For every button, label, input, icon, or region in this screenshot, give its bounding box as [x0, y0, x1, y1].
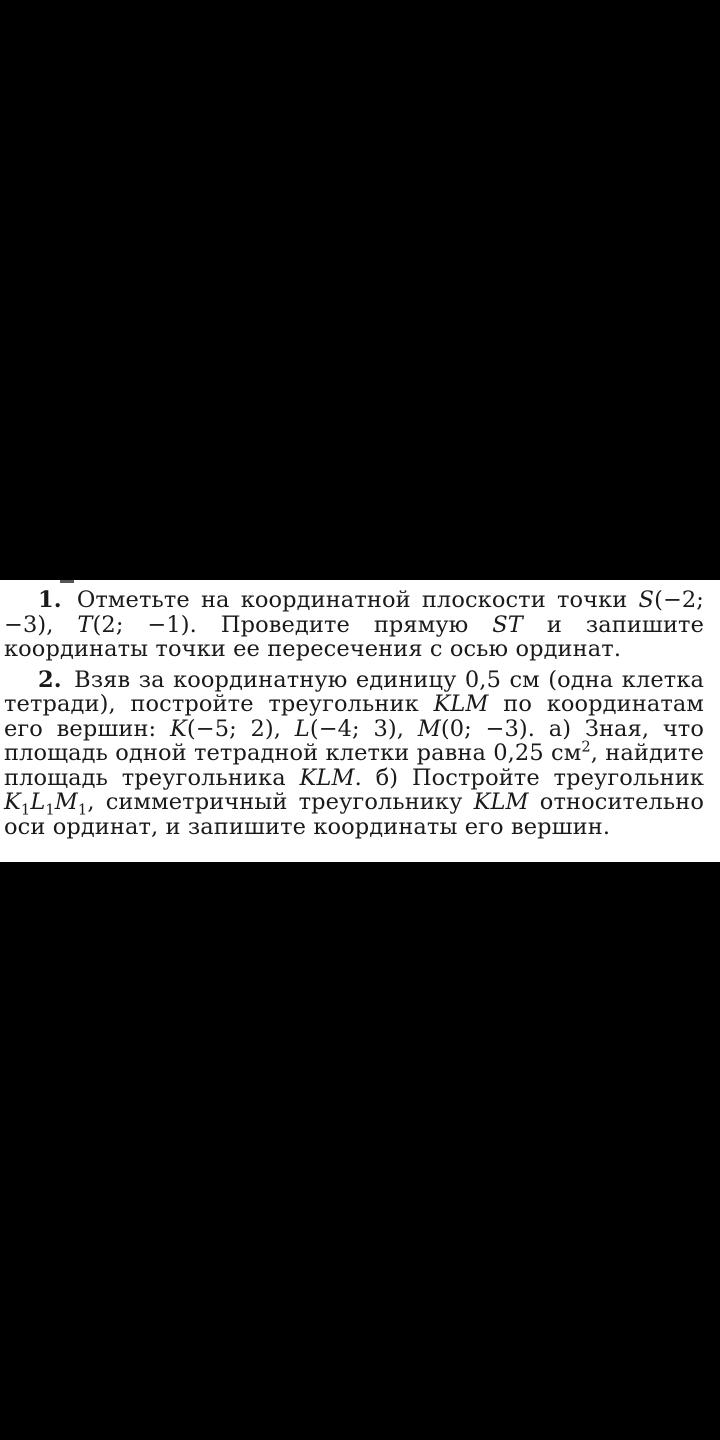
- seg-var: KLM: [473, 789, 529, 815]
- seg-var: KLM: [299, 764, 355, 791]
- seg-var: M: [54, 789, 78, 815]
- seg: (−4; 3),: [309, 715, 418, 742]
- seg-var: S: [638, 587, 655, 613]
- problem-2: [4, 668, 704, 840]
- seg: (−5; 2),: [186, 715, 295, 742]
- superscript: 2: [581, 738, 591, 756]
- seg-var: K: [169, 715, 187, 742]
- seg: Отметьте на координатной плоскости точки: [65, 587, 639, 613]
- subscript: 1: [20, 801, 31, 819]
- subscript: 1: [45, 801, 55, 819]
- seg-var: L: [30, 789, 46, 815]
- seg: , симметричный треугольнику: [87, 789, 474, 815]
- textbook-page-crop: [0, 580, 720, 862]
- seg: Взяв за координатную единицу 0,5 см (одна клетка тетради), постройте треугольник: [4, 666, 704, 717]
- cropped-glyph-fragment: [60, 580, 74, 583]
- seg-var: T: [77, 611, 93, 638]
- seg: . б) Постройте треугольник: [354, 764, 704, 791]
- problem-1: [4, 588, 704, 662]
- seg: (0; −3). а) Зная, что площадь одной тетрадной клетки равна 0,25 см: [4, 715, 704, 766]
- seg: относительно оси ординат, и запишите координаты его вершин.: [4, 789, 704, 840]
- subscript: 1: [77, 801, 88, 819]
- problem-number: 1.: [38, 587, 62, 613]
- seg: (−2; −3),: [4, 587, 704, 638]
- seg: по координатам его вершин:: [4, 691, 704, 742]
- seg-var: KLM: [433, 691, 489, 717]
- seg: (2; −1). Проведите прямую: [92, 611, 493, 638]
- seg-var: ST: [492, 611, 523, 638]
- seg: и запишите координаты точки ее пересечения с осью ординат.: [4, 611, 704, 662]
- seg-var: M: [417, 715, 441, 742]
- problem-number: 2.: [38, 666, 62, 693]
- seg-var: K: [4, 789, 21, 815]
- seg: , найдите площадь треугольника: [4, 740, 704, 791]
- seg-var: L: [294, 715, 310, 742]
